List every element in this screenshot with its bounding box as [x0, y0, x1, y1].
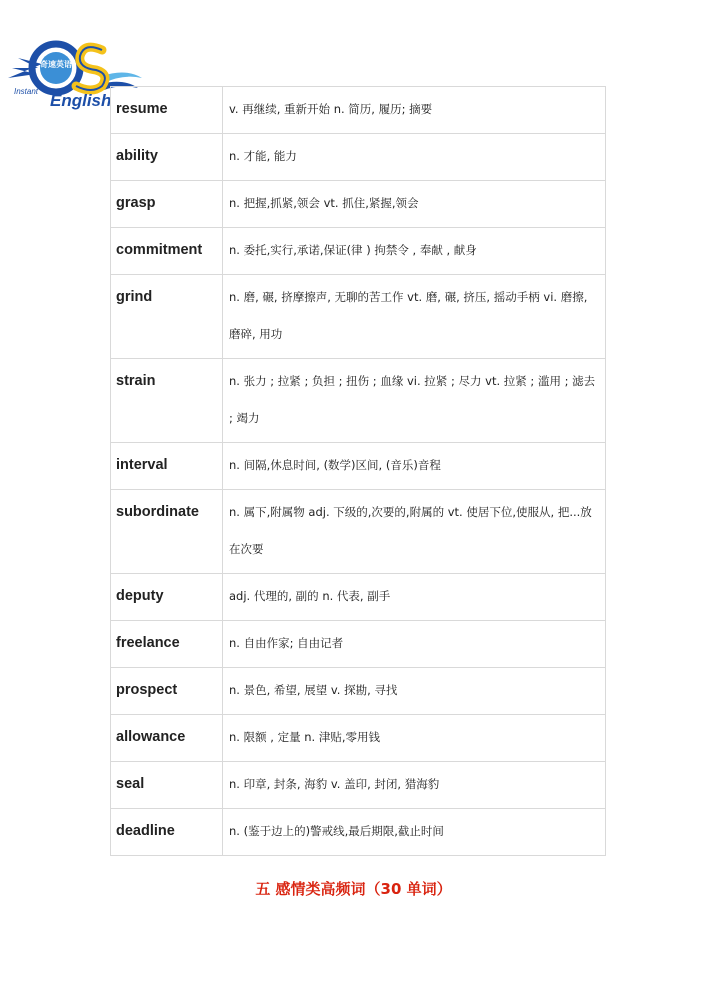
logo-chinese-text: 奇速英语: [40, 60, 72, 69]
vocab-word: commitment: [111, 228, 223, 275]
vocab-definition-cell: [223, 809, 606, 856]
vocab-definition-cell: [223, 181, 606, 228]
vocab-word: interval: [111, 443, 223, 490]
vocab-word: deadline: [111, 809, 223, 856]
vocab-definition-cell: [223, 228, 606, 275]
table-row: [111, 443, 606, 490]
table-row: [111, 621, 606, 668]
vocab-definition-cell: [223, 668, 606, 715]
vocabulary-table: [110, 86, 606, 856]
vocab-definition-cell: [223, 359, 606, 443]
table-row: [111, 275, 606, 359]
vocab-definition-cell: [223, 134, 606, 181]
vocab-definition: n. 景色, 希望, 展望 v. 探勘, 寻找: [229, 683, 398, 697]
vocab-definition: n. 张力 ; 拉紧 ; 负担 ; 扭伤 ; 血缘 vi. 拉紧 ; 尽力 vt. 拉紧 ; 滥用 ; 滤去 ; 竭力: [229, 374, 596, 425]
vocab-word: prospect: [111, 668, 223, 715]
table-row: [111, 574, 606, 621]
table-row: [111, 809, 606, 856]
vocab-definition-cell: [223, 275, 606, 359]
vocab-word: strain: [111, 359, 223, 443]
vocab-word: seal: [111, 762, 223, 809]
vocab-definition: n. 属下,附属物 adj. 下级的,次要的,附属的 vt. 使居下位,使服从, 把...放在次要: [229, 505, 592, 556]
vocab-definition: n. 磨, 碾, 挤摩擦声, 无聊的苦工作 vt. 磨, 碾, 挤压, 摇动手柄 vi. 磨擦, 磨碎, 用功: [229, 290, 588, 341]
table-row: [111, 87, 606, 134]
vocab-word: ability: [111, 134, 223, 181]
vocab-definition-cell: [223, 715, 606, 762]
vocab-definition-cell: [223, 490, 606, 574]
section-heading: 五 感情类高频词（30 单词）: [255, 880, 452, 898]
vocab-definition: n. 委托,实行,承诺,保证(律 ) 拘禁令 , 奉献 , 献身: [229, 243, 477, 257]
vocab-definition-cell: [223, 87, 606, 134]
vocab-definition-cell: [223, 443, 606, 490]
vocab-definition: n. 间隔,休息时间, (数学)区间, (音乐)音程: [229, 458, 441, 472]
vocab-definition: v. 再继续, 重新开始 n. 简历, 履历; 摘要: [229, 102, 433, 116]
vocab-word: grasp: [111, 181, 223, 228]
vocab-definition: n. 把握,抓紧,领会 vt. 抓住,紧握,领会: [229, 196, 419, 210]
table-row: [111, 715, 606, 762]
table-row: [111, 228, 606, 275]
vocab-word: deputy: [111, 574, 223, 621]
vocab-definition-cell: [223, 762, 606, 809]
vocab-word: allowance: [111, 715, 223, 762]
vocab-definition-cell: [223, 621, 606, 668]
logo-english-text: English: [50, 91, 112, 110]
vocab-definition: n. (鉴于边上的)警戒线,最后期限,截止时间: [229, 824, 444, 838]
vocab-definition: n. 限额 , 定量 n. 津贴,零用钱: [229, 730, 380, 744]
vocab-definition: n. 才能, 能力: [229, 149, 297, 163]
vocab-word: resume: [111, 87, 223, 134]
vocab-definition: n. 自由作家; 自由记者: [229, 636, 344, 650]
table-row: [111, 668, 606, 715]
vocab-word: subordinate: [111, 490, 223, 574]
logo-instant-text: Instant: [14, 87, 39, 96]
vocab-definition-cell: [223, 574, 606, 621]
vocab-definition: n. 印章, 封条, 海豹 v. 盖印, 封闭, 猎海豹: [229, 777, 440, 791]
table-row: [111, 134, 606, 181]
vocab-word: grind: [111, 275, 223, 359]
vocab-word: freelance: [111, 621, 223, 668]
vocab-definition: adj. 代理的, 副的 n. 代表, 副手: [229, 589, 391, 603]
table-row: [111, 359, 606, 443]
table-row: [111, 490, 606, 574]
table-row: [111, 181, 606, 228]
table-row: [111, 762, 606, 809]
